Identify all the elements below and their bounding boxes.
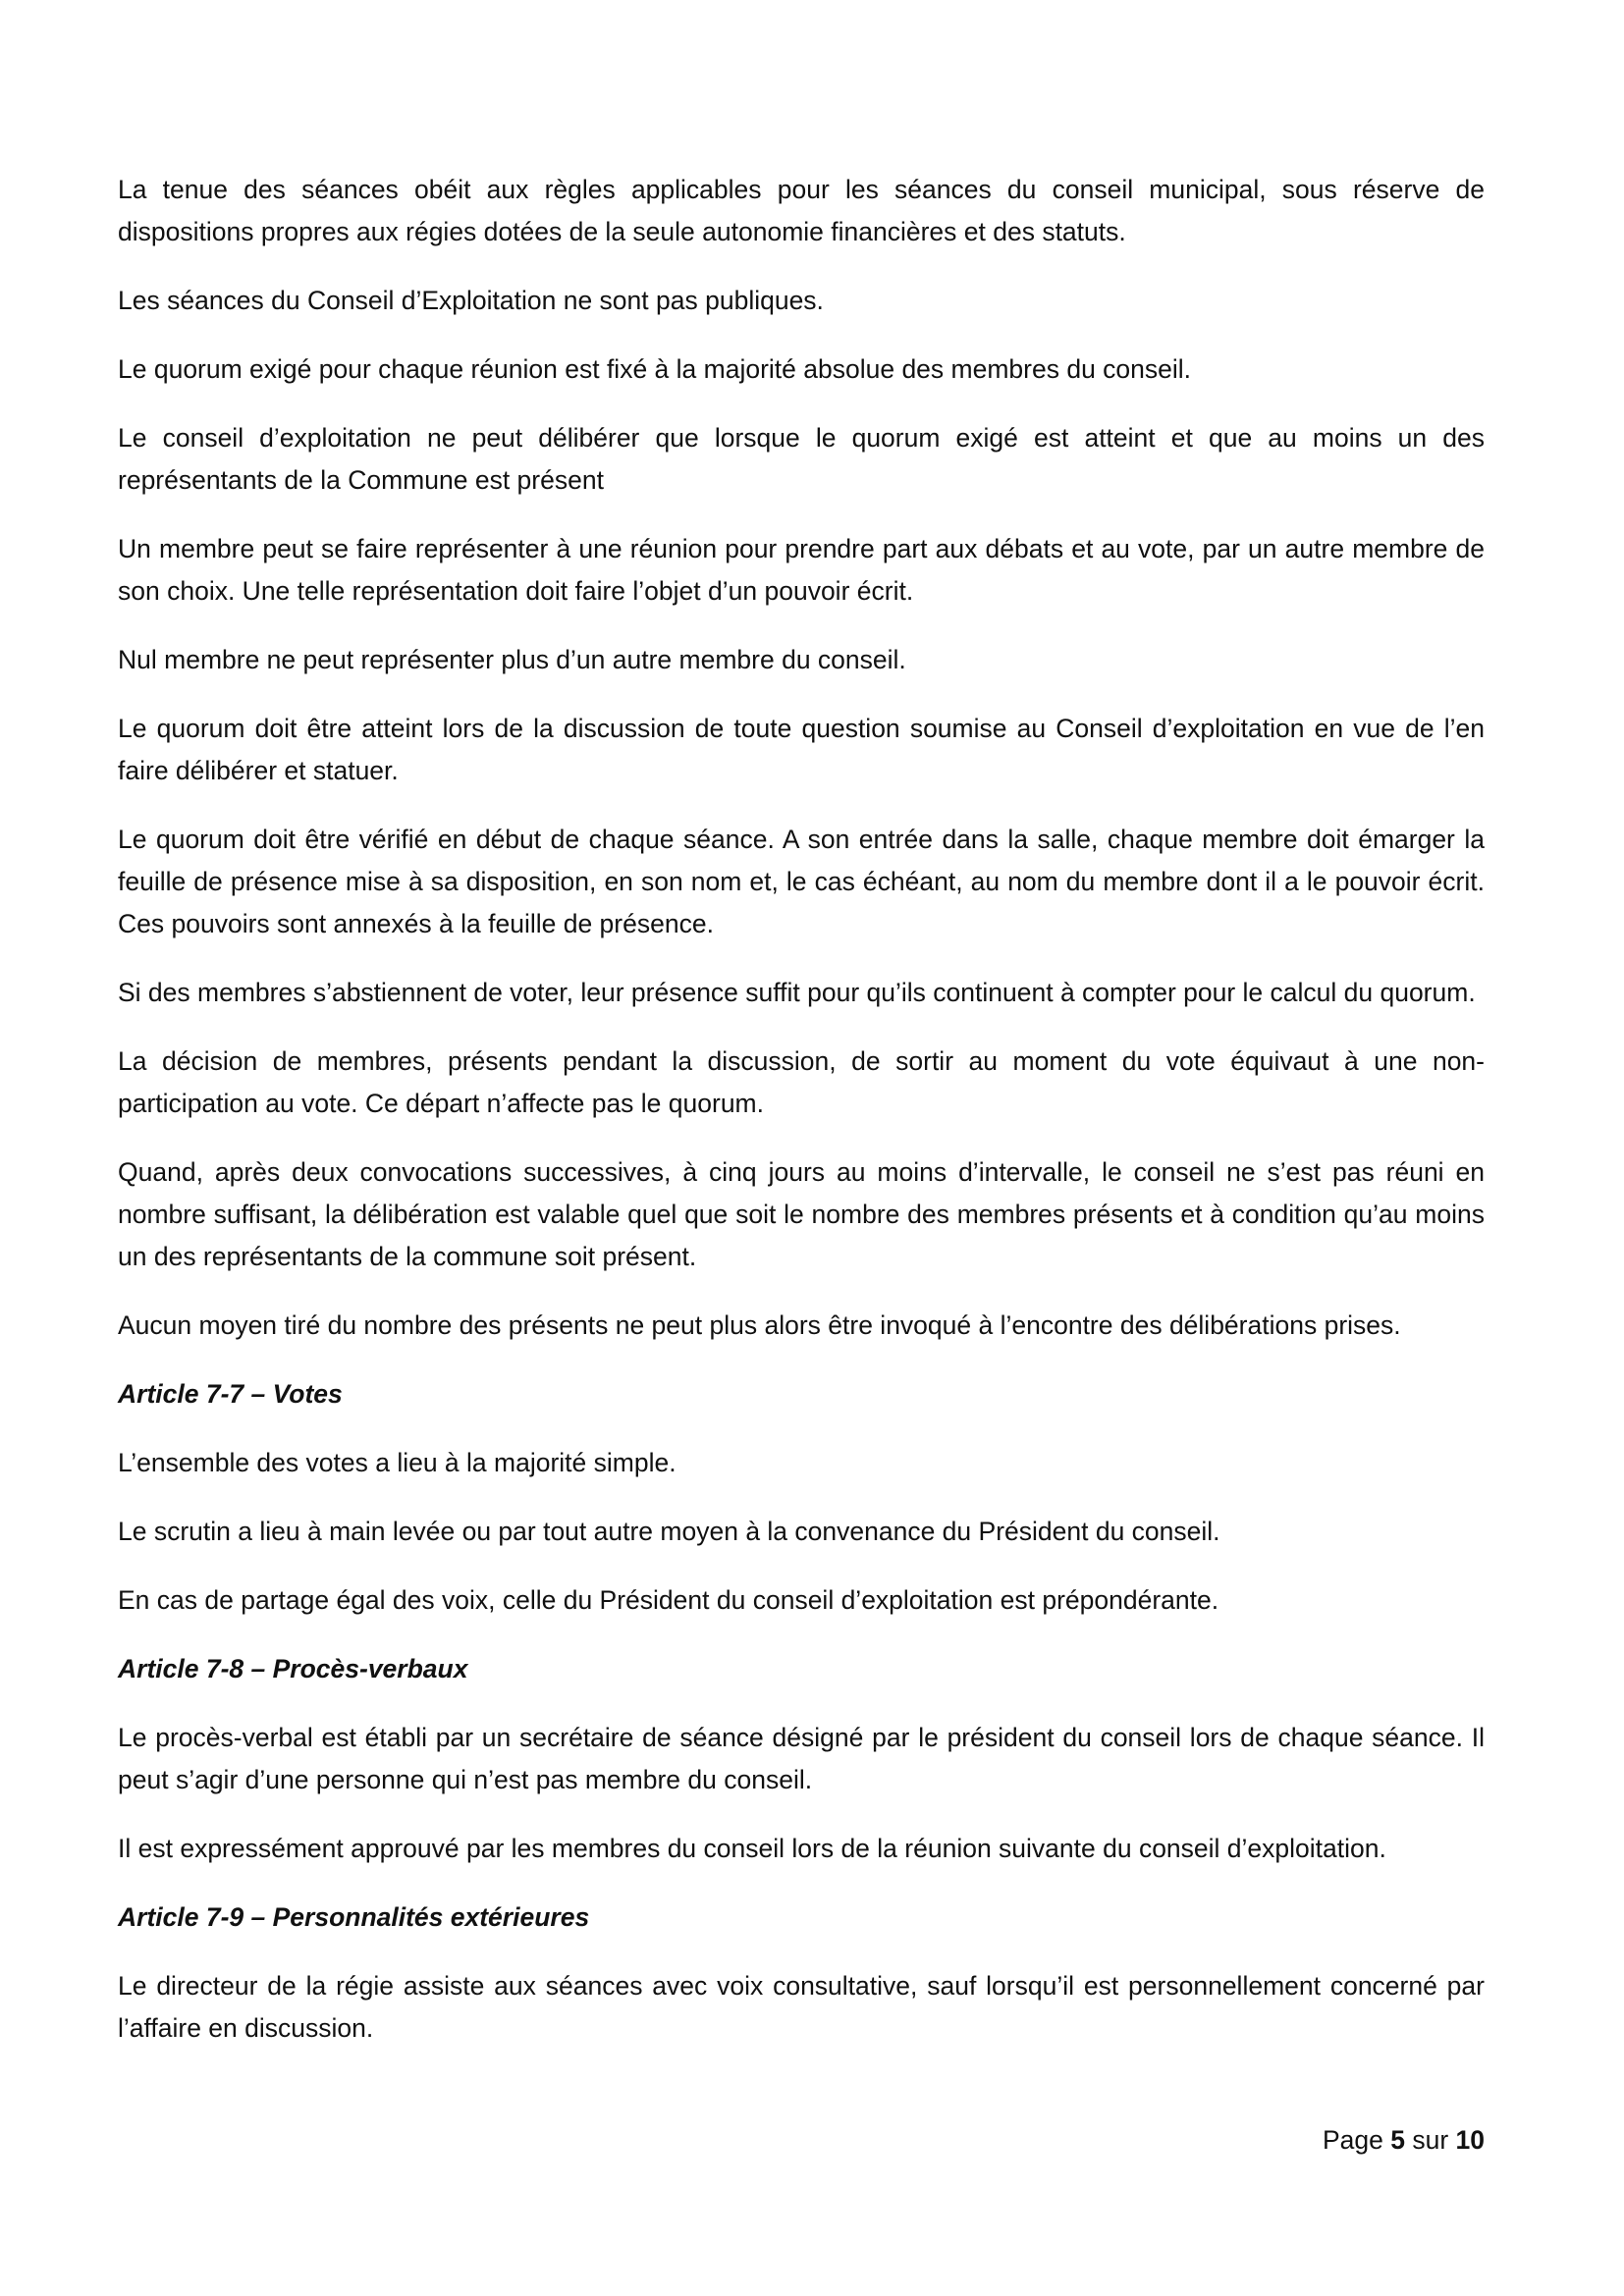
page-number-footer [1323, 2120, 1485, 2160]
page-prefix: Page [1322, 2125, 1391, 2155]
paragraph: L’ensemble des votes a lieu à la majorité simple. [118, 1448, 677, 1477]
paragraph: Un membre peut se faire représenter à une réunion pour prendre part aux débats et au vote, par un autre membre de son choix. Une telle représentation doit faire l’objet d’un pouvoir écrit. [118, 534, 1485, 606]
article-heading: Article 7-8 – Procès-verbaux [118, 1654, 468, 1683]
document-body [118, 169, 1485, 2076]
article-heading: Article 7-7 – Votes [118, 1379, 343, 1409]
paragraph: Nul membre ne peut représenter plus d’un autre membre du conseil. [118, 645, 906, 674]
paragraph: Il est expressément approuvé par les membres du conseil lors de la réunion suivante du conseil d’exploitation. [118, 1834, 1386, 1863]
paragraph: La décision de membres, présents pendant la discussion, de sortir au moment du vote équivaut à une non-participation au vote. Ce départ n’affecte pas le quorum. [118, 1046, 1485, 1118]
paragraph: Le quorum exigé pour chaque réunion est fixé à la majorité absolue des membres du conseil. [118, 354, 1192, 384]
paragraph: Le procès-verbal est établi par un secrétaire de séance désigné par le président du conseil lors de chaque séance. Il peut s’agir d’une personne qui n’est pas membre du conseil. [118, 1723, 1485, 1794]
current-page-number: 5 [1390, 2125, 1405, 2155]
paragraph: Le conseil d’exploitation ne peut délibérer que lorsque le quorum exigé est atteint et que au moins un des représentants de la Commune est présent [118, 423, 1485, 495]
paragraph: Les séances du Conseil d’Exploitation ne sont pas publiques. [118, 286, 824, 315]
paragraph: Si des membres s’abstiennent de voter, leur présence suffit pour qu’ils continuent à compter pour le calcul du quorum. [118, 978, 1476, 1007]
paragraph: Le directeur de la régie assiste aux séances avec voix consultative, sauf lorsqu’il est personnellement concerné par l’affaire en discussion. [118, 1971, 1485, 2043]
paragraph: En cas de partage égal des voix, celle du Président du conseil d’exploitation est prépondérante. [118, 1585, 1219, 1615]
paragraph: La tenue des séances obéit aux règles applicables pour les séances du conseil municipal, sous réserve de dispositions propres aux régies dotées de la seule autonomie financières et des statuts. [118, 175, 1485, 246]
paragraph: Quand, après deux convocations successives, à cinq jours au moins d’intervalle, le conseil ne s’est pas réuni en nombre suffisant, la délibération est valable quel que soit le nombre des membres présents et à condition qu’au moins un des représentants de la commune soit présent. [118, 1157, 1485, 1271]
article-heading: Article 7-9 – Personnalités extérieures [118, 1902, 590, 1932]
page-separator: sur [1404, 2125, 1456, 2155]
paragraph: Le quorum doit être atteint lors de la discussion de toute question soumise au Conseil d’exploitation en vue de l’en faire délibérer et statuer. [118, 714, 1485, 785]
paragraph: Aucun moyen tiré du nombre des présents ne peut plus alors être invoqué à l’encontre des délibérations prises. [118, 1310, 1401, 1340]
total-page-count: 10 [1455, 2125, 1485, 2155]
paragraph: Le quorum doit être vérifié en début de chaque séance. A son entrée dans la salle, chaque membre doit émarger la feuille de présence mise à sa disposition, en son nom et, le cas échéant, au nom du membre dont il a le pouvoir écrit. Ces pouvoirs sont annexés à la feuille de présence. [118, 825, 1485, 938]
paragraph: Le scrutin a lieu à main levée ou par tout autre moyen à la convenance du Président du conseil. [118, 1517, 1220, 1546]
